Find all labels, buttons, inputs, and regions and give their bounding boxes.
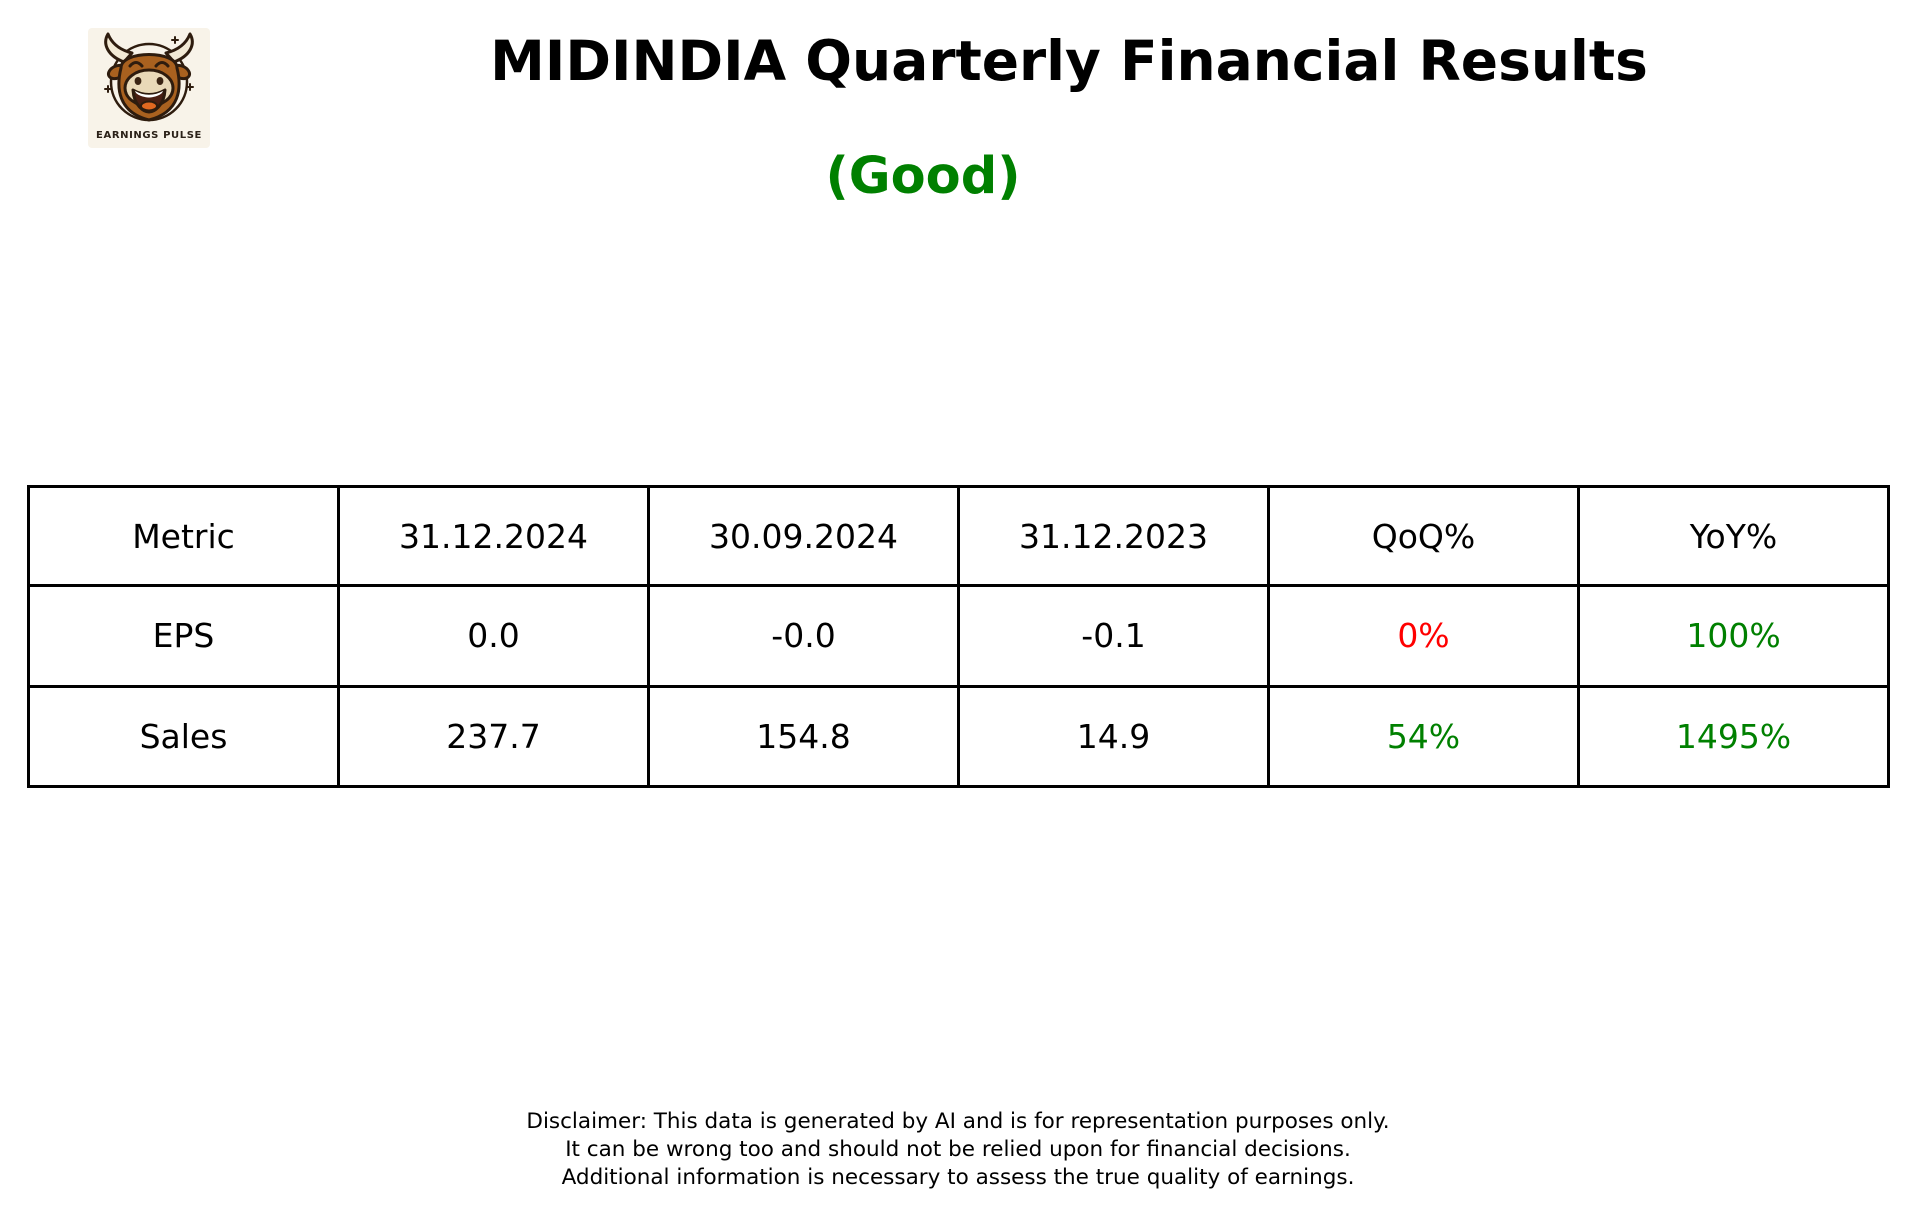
disclaimer [526,1108,1389,1192]
sales-qoq-cell: 54% [1269,686,1579,787]
eps-yoy-cell: 100% [1579,586,1889,687]
table-row-sales [29,686,1889,787]
eps-q-latest-cell: 0.0 [339,586,649,687]
eps-metric-cell: EPS [29,586,339,687]
table-header-row [29,487,1889,586]
col-header-q-prev: 30.09.2024 [649,487,959,586]
sales-q-prev-cell: 154.8 [649,686,959,787]
col-header-qoq: QoQ% [1269,487,1579,586]
earnings-pulse-logo [88,28,210,148]
eps-q-prev-cell: -0.0 [649,586,959,687]
sales-yoy-cell: 1495% [1579,686,1889,787]
sales-q-latest-cell: 237.7 [339,686,649,787]
eps-qoq-cell: 0% [1269,586,1579,687]
col-header-metric: Metric [29,487,339,586]
disclaimer-line-1: Disclaimer: This data is generated by AI and is for representation purposes only. [526,1109,1390,1134]
quarterly-results-table [27,485,1890,788]
page-title: MIDINDIA Quarterly Financial Results [490,29,1648,93]
col-header-q-latest: 31.12.2024 [339,487,649,586]
table-row-eps [29,586,1889,687]
laughing-bull-icon [88,28,210,132]
disclaimer-line-2: It can be wrong too and should not be relied upon for financial decisions. [565,1137,1351,1162]
eps-q-yearago-cell: -0.1 [959,586,1269,687]
sales-q-yearago-cell: 14.9 [959,686,1269,787]
disclaimer-line-3: Additional information is necessary to assess the true quality of earnings. [561,1165,1355,1190]
verdict-label: (Good) [825,147,1021,206]
logo-brand-text: EARNINGS PULSE [96,130,202,141]
col-header-yoy: YoY% [1579,487,1889,586]
sales-metric-cell: Sales [29,686,339,787]
col-header-q-yearago: 31.12.2023 [959,487,1269,586]
